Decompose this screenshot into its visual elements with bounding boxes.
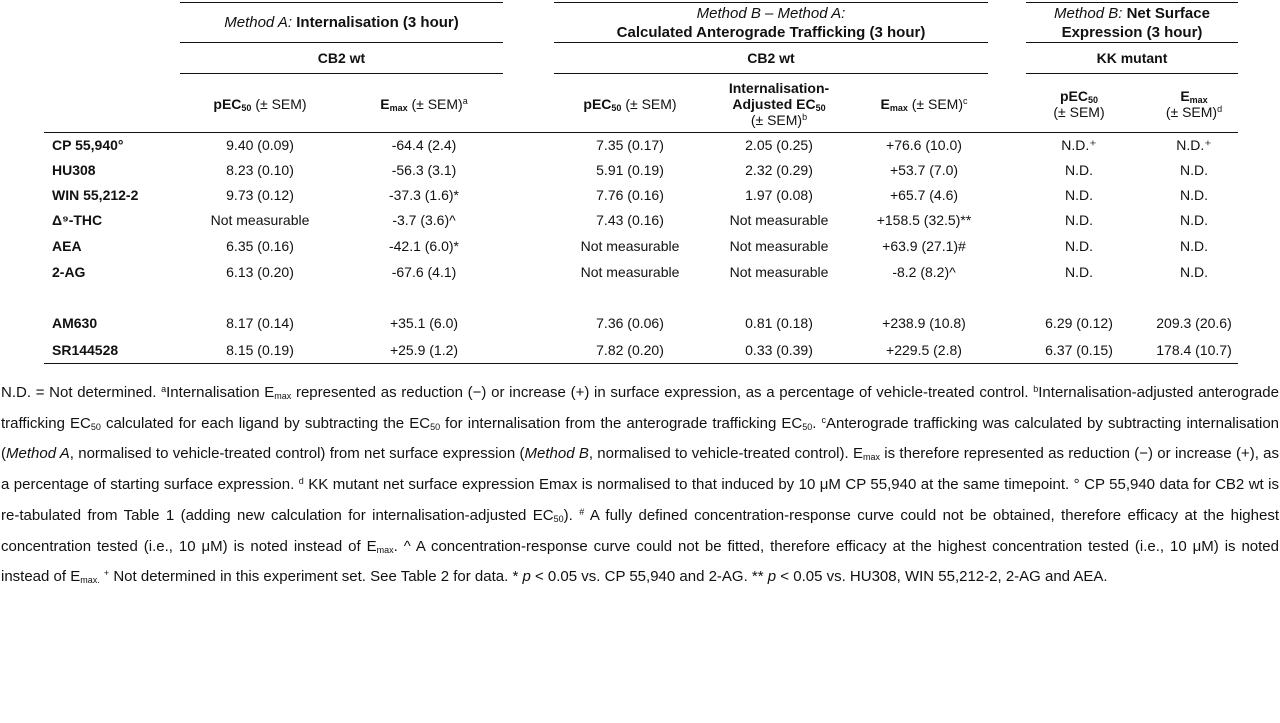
table-cell: +158.5 (32.5)** (876, 212, 972, 228)
table-cell: N.D. (1180, 187, 1208, 203)
col-header-b-iaec50: Internalisation- Adjusted $EC_{50}$ (± SEM)$^b$ (728, 80, 830, 128)
subheader-kk-mutant: KK mutant (1096, 50, 1168, 66)
col-header-b-pec50: pEC$_{50}$ (± SEM) (583, 96, 677, 113)
group-header-net-surface: Method B: Net Surface Expression (3 hour) (1054, 5, 1210, 41)
table-cell: 6.29 (0.12) (1045, 315, 1113, 331)
table-cell: 8.15 (0.19) (226, 342, 294, 358)
row-label: HU308 (52, 162, 96, 178)
row-label: AEA (52, 238, 82, 254)
table-cell: 9.40 (0.09) (226, 137, 294, 153)
row-label: WIN 55,212-2 (52, 187, 139, 203)
table-cell: Not measurable (729, 212, 829, 228)
rule-sub-a (180, 73, 503, 74)
table-cell: 209.3 (20.6) (1156, 315, 1232, 331)
rule-top-group-b (554, 2, 988, 3)
rule-sub-c (1026, 73, 1238, 74)
col-header-c-pec50: pEC$_{50}$ (± SEM) (1053, 88, 1105, 120)
table-cell: 6.35 (0.16) (226, 238, 294, 254)
table-cell: Not measurable (210, 212, 310, 228)
table-cell: 7.36 (0.06) (596, 315, 664, 331)
rule-top-group-a (180, 2, 503, 3)
table-cell: 2.32 (0.29) (745, 162, 813, 178)
table-cell: Not measurable (729, 264, 829, 280)
row-label: SR144528 (52, 342, 119, 358)
table-cell: 5.91 (0.19) (596, 162, 664, 178)
table-cell: 2.05 (0.25) (745, 137, 813, 153)
table-cell: +35.1 (6.0) (389, 315, 459, 331)
table-cell: N.D. (1065, 212, 1093, 228)
table-cell: 6.13 (0.20) (226, 264, 294, 280)
rule-top-group-c (1026, 2, 1238, 3)
table-cell: N.D. (1180, 238, 1208, 254)
table-cell: 0.81 (0.18) (745, 315, 813, 331)
table-cell: -67.6 (4.1) (391, 264, 457, 280)
table-cell: N.D.⁺ (1176, 137, 1212, 153)
table-cell: N.D. (1065, 264, 1093, 280)
col-header-c-emax: $E_{max}$ (± SEM)$^d$ (1165, 88, 1223, 120)
table-cell: 6.37 (0.15) (1045, 342, 1113, 358)
table-cell: N.D. (1065, 238, 1093, 254)
subheader-cb2-wt-b: CB2 wt (747, 50, 795, 66)
table-cell: N.D. (1065, 162, 1093, 178)
rule-table-bottom (44, 363, 1238, 364)
table-cell: -8.2 (8.2)^ (892, 264, 956, 280)
rule-group-b (554, 42, 988, 43)
table-cell: 7.35 (0.17) (596, 137, 664, 153)
table-cell: +229.5 (2.8) (886, 342, 962, 358)
row-label: 2-AG (52, 264, 86, 280)
table-cell: -37.3 (1.6)* (388, 187, 460, 203)
footnote-paragraph: N.D. = Not determined. $^a$Internalisation $E_{max}$ represented as reduction (−) or increase (+) in surface expression, as a percentage of vehicle-treated control. $^b$Internalisation-adjusted anterograde trafficking $EC_{50}$ calculated for each ligand by subtracting the $EC_{50}$ for internalisation from the anterograde trafficking $EC_{50}$. $^c$Anterograde trafficking was calculated by subtracting internalisation (Method A, normalised to vehicle-treated control) from net surface expression (Method B, normalised to vehicle-treated control). $E_{max}$ is therefore represented as reduction (−) or increase (+), as a percentage of starting surface expression. $^d$ KK mutant net surface expression Emax is normalised to that induced by 10 μM CP 55,940 at the same timepoint. ° CP 55,940 data for CB2 wt is re-tabulated from Table 1 (adding new calculation for internalisation-adjusted $EC_{50}$). # A fully defined concentration-response curve could not be obtained, therefore efficacy at the highest concentration tested (i.e., 10 μM) is noted instead of $E_{max}$. ^ A concentration-response curve could not be fitted, therefore efficacy at the highest concentration tested (i.e., 10 μM) is noted instead of $E_{max.}$ + Not determined in this experiment set. See Table 2 for data. * p < 0.05 vs. CP 55,940 and 2-AG. ** p < 0.05 vs. HU308, WIN 55,212-2, 2-AG and AEA. (1, 384, 1280, 586)
table-cell: Not measurable (729, 238, 829, 254)
table-cell: +65.7 (4.6) (889, 187, 959, 203)
group-header-internalisation: Method A: Internalisation (3 hour) (224, 14, 459, 31)
table-cell: Not measurable (580, 264, 680, 280)
table-cell: 178.4 (10.7) (1156, 342, 1232, 358)
table-cell: 8.17 (0.14) (226, 315, 294, 331)
group-header-anterograde: Method B – Method A: Calculated Anterograde Trafficking (3 hour) (616, 5, 926, 41)
results-table (44, 0, 1238, 366)
table-cell: -64.4 (2.4) (391, 137, 457, 153)
table-cell: +238.9 (10.8) (882, 315, 966, 331)
footnotes (1, 378, 1279, 593)
rule-group-a (180, 42, 503, 43)
table-cell: +25.9 (1.2) (389, 342, 459, 358)
table-cell: 1.97 (0.08) (745, 187, 813, 203)
table-cell: 7.82 (0.20) (596, 342, 664, 358)
table-cell: -42.1 (6.0)* (388, 238, 460, 254)
row-label: AM630 (52, 315, 98, 331)
table-cell: N.D. (1180, 212, 1208, 228)
table-cell: 7.43 (0.16) (596, 212, 664, 228)
col-header-a-pec50: pEC$_{50}$ (± SEM) (213, 96, 307, 113)
table-cell: Not measurable (580, 238, 680, 254)
table-cell: 0.33 (0.39) (745, 342, 813, 358)
col-header-b-emax: $E_{max}$ (± SEM)$^c$ (880, 96, 968, 113)
table-cell: 9.73 (0.12) (226, 187, 294, 203)
subheader-cb2-wt-a: CB2 wt (317, 50, 366, 66)
table-cell: +53.7 (7.0) (889, 162, 959, 178)
rule-group-c (1026, 42, 1238, 43)
table-cell: +76.6 (10.0) (886, 137, 962, 153)
rule-sub-b (554, 73, 988, 74)
table-cell: -3.7 (3.6)^ (392, 212, 456, 228)
table-cell: -56.3 (3.1) (391, 162, 457, 178)
table-cell: 7.76 (0.16) (596, 187, 664, 203)
table-cell: N.D. (1180, 162, 1208, 178)
col-header-a-emax: $E_{max}$ (± SEM)$^a$ (380, 96, 468, 113)
table-cell: N.D. (1065, 187, 1093, 203)
table-cell: N.D. (1180, 264, 1208, 280)
table-cell: N.D.⁺ (1061, 137, 1097, 153)
table-cell: +63.9 (27.1)# (882, 238, 966, 254)
table-cell: 8.23 (0.10) (226, 162, 294, 178)
row-label: Δ⁹-THC (52, 212, 103, 228)
row-label: CP 55,940° (52, 137, 124, 153)
rule-header-bottom (44, 132, 1238, 133)
